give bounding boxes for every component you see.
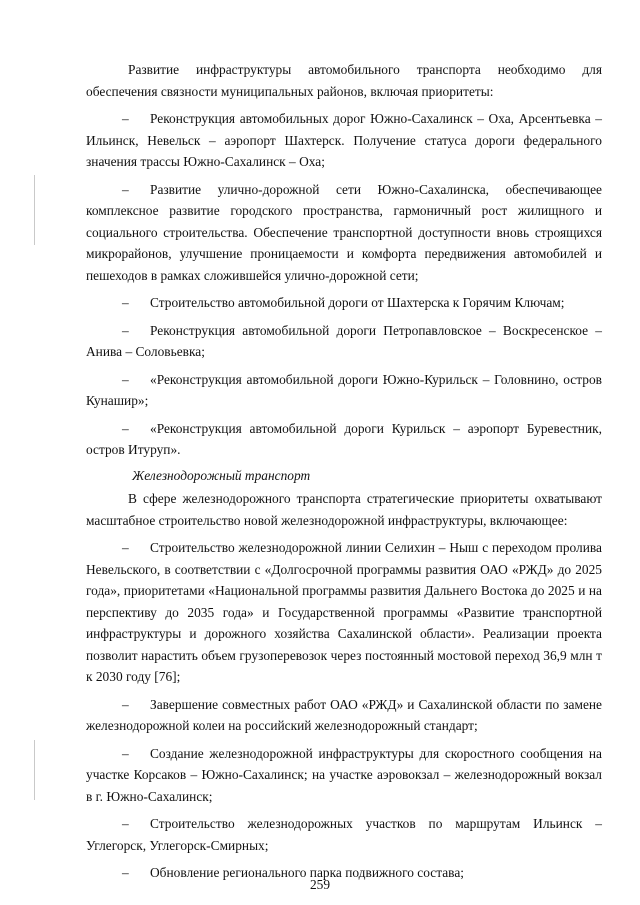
body-text xyxy=(86,59,602,884)
bullet-item xyxy=(86,292,602,314)
bullet-item xyxy=(86,418,602,461)
bullet-text: Строительство железнодорожных участков по маршрутам Ильинск – Углегорск, Углегорск-Смирных; xyxy=(86,816,602,853)
scan-artifact-line xyxy=(34,740,35,800)
bullet-text: Реконструкция автомобильной дороги Петропавловское – Воскресенское – Анива – Соловьевка; xyxy=(86,322,602,359)
dash-marker: – xyxy=(122,420,129,436)
bullet-item xyxy=(86,743,602,808)
scan-artifact-line xyxy=(34,175,35,245)
bullet-text: Реконструкция автомобильных дорог Южно-Сахалинск – Оха, Арсентьевка – Ильинск, Невельск – аэропорт Шахтерск. Получение статуса дороги федерального значения трассы Южно-Сахалинск – Оха; xyxy=(86,111,602,169)
bullet-text: «Реконструкция автомобильной дороги Курильск – аэропорт Буревестник, остров Итуруп». xyxy=(86,420,602,457)
dash-marker: – xyxy=(122,865,129,880)
dash-marker: – xyxy=(122,181,129,197)
bullet-item xyxy=(86,108,602,173)
bullet-item xyxy=(86,320,602,363)
bullet-item xyxy=(86,694,602,737)
dash-marker: – xyxy=(122,371,129,387)
paragraph: В сфере железнодорожного транспорта стратегические приоритеты охватывают масштабное строительство новой железнодорожной инфраструктуры, включающее: xyxy=(86,491,602,528)
bullet-item xyxy=(86,369,602,412)
bullet-text: Развитие улично-дорожной сети Южно-Сахалинска, обеспечивающее комплексное развитие городского пространства, гармоничный рост жилищного и социального строительства. Обеспечение транспортной доступности вновь строящихся микрорайонов, улучшение проницаемости и комфорта передвижения автомобилей и пешеходов в рамках сложившейся улично-дорожной сети; xyxy=(86,181,602,283)
dash-marker: – xyxy=(122,111,129,126)
dash-marker: – xyxy=(122,745,129,761)
bullet-text: Строительство железнодорожной линии Селихин – Ныш с переходом пролива Невельского, в соответствии с «Долгосрочной программы развития ОАО «РЖД» до 2025 года», приоритетами «Национальной программы развития Дальнего Востока до 2025 и на перспективу до 2035 года» и Государственной программы «Развитие транспортной инфраструктуры и дорожного хозяйства Сахалинской области». Реализации проекта позволит нарастить объем грузоперевозок через постоянный мостовой переход 36,9 млн т к 2030 году [76]; xyxy=(86,540,602,684)
section-heading: Железнодорожный транспорт xyxy=(132,467,311,483)
bullet-text: «Реконструкция автомобильной дороги Южно-Курильск – Головнино, остров Кунашир»; xyxy=(86,371,602,408)
dash-marker: – xyxy=(122,696,129,712)
bullet-item xyxy=(86,813,602,856)
paragraph: Развитие инфраструктуры автомобильного транспорта необходимо для обеспечения связности муниципальных районов, включая приоритеты: xyxy=(86,62,602,99)
dash-marker: – xyxy=(122,816,129,831)
dash-marker: – xyxy=(122,322,129,338)
bullet-text: Создание железнодорожной инфраструктуры для скоростного сообщения на участке Корсаков – Южно-Сахалинск; на участке аэровокзал – железнодорожный вокзал в г. Южно-Сахалинск; xyxy=(86,745,602,804)
bullet-item xyxy=(86,179,602,287)
page-number: 259 xyxy=(309,877,331,892)
bullet-text: Строительство автомобильной дороги от Шахтерска к Горячим Ключам; xyxy=(150,295,565,310)
dash-marker: – xyxy=(122,540,129,555)
bullet-text: Завершение совместных работ ОАО «РЖД» и Сахалинской области по замене железнодорожной колеи на российский железнодорожный стандарт; xyxy=(86,696,602,733)
bullet-item xyxy=(86,537,602,688)
dash-marker: – xyxy=(122,295,129,310)
bullet-text: Обновление регионального парка подвижного состава; xyxy=(150,865,464,880)
